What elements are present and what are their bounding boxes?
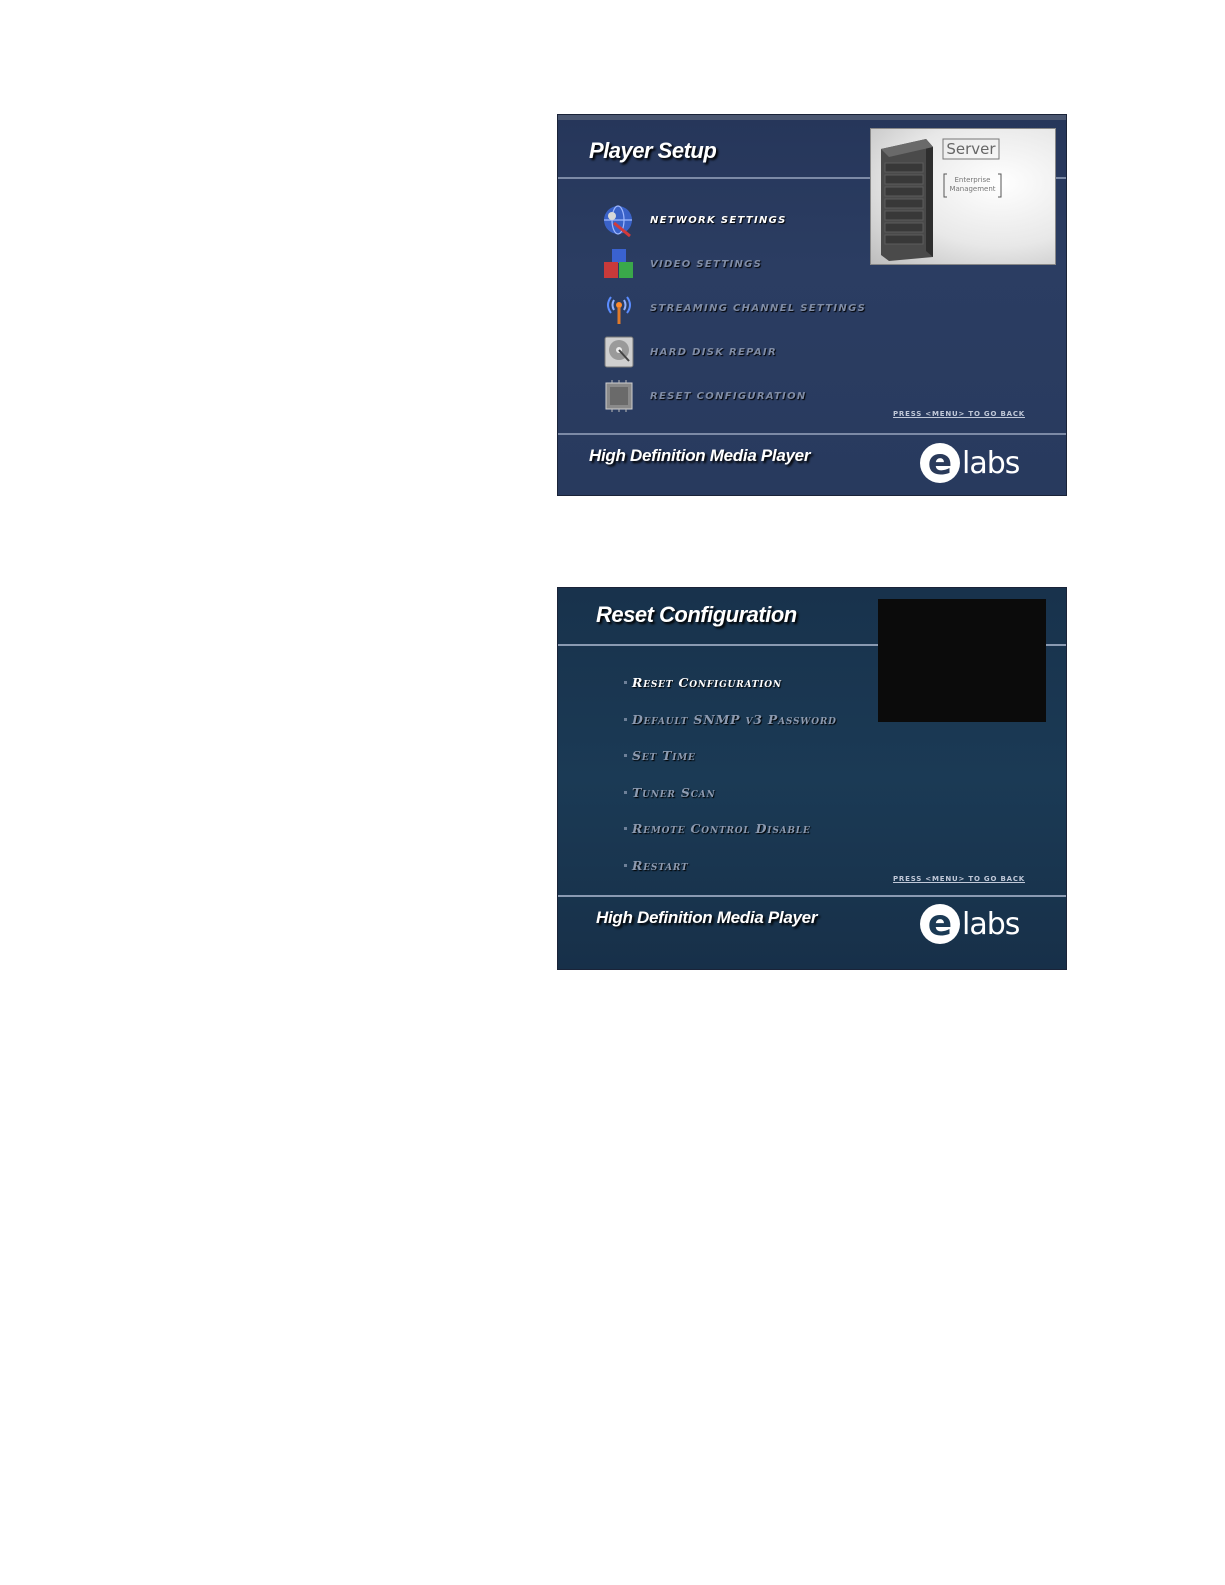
menu-item-network-settings[interactable]: [602, 203, 787, 237]
player-setup-screen: [558, 115, 1066, 495]
bullet-icon: [624, 791, 627, 794]
celabs-logo: [920, 904, 1019, 944]
back-hint-link[interactable]: PRESS <MENU> TO GO BACK: [893, 875, 1025, 883]
chip-icon: [602, 379, 636, 413]
footer-title: High Definition Media Player: [589, 446, 811, 465]
menu-label: RESET CONFIGURATION: [650, 390, 807, 402]
hard-disk-icon: [602, 335, 636, 369]
menu-item-video-settings[interactable]: [602, 247, 762, 281]
menu-label: HARD DISK REPAIR: [650, 346, 777, 358]
menu-label: STREAMING CHANNEL SETTINGS: [650, 302, 867, 314]
reset-configuration-screen: [558, 588, 1066, 969]
menu-label: NETWORK SETTINGS: [650, 214, 787, 226]
celabs-logo: [920, 443, 1019, 483]
menu-item-reset-configuration[interactable]: [602, 379, 807, 413]
footer-divider: [558, 895, 1066, 897]
logo-e-icon: e: [920, 443, 960, 483]
logo-e-icon: e: [920, 904, 960, 944]
bullet-icon: [624, 864, 627, 867]
footer-title: High Definition Media Player: [596, 908, 818, 927]
server-label: Server: [946, 140, 996, 158]
footer-divider: [558, 433, 1066, 435]
top-strip: [558, 115, 1066, 120]
menu-item-streaming-channel-settings[interactable]: [602, 291, 866, 325]
logo-text: labs: [962, 906, 1020, 942]
page-title: Reset Configuration: [596, 602, 797, 627]
menu-item-hard-disk-repair[interactable]: [602, 335, 777, 369]
menu-label: VIDEO SETTINGS: [650, 258, 763, 270]
menu-item-remote-control-disable[interactable]: [624, 821, 811, 836]
menu-label: Restart: [632, 858, 689, 873]
video-cubes-icon: [602, 247, 636, 281]
server-preview-image: [870, 128, 1056, 265]
network-globe-icon: [602, 203, 636, 237]
menu-item-tuner-scan[interactable]: [624, 785, 715, 800]
menu-label: Default SNMP v3 Password: [632, 712, 837, 727]
bullet-icon: [624, 718, 627, 721]
menu-item-default-snmp-password[interactable]: [624, 712, 837, 727]
menu-item-reset-configuration[interactable]: [624, 675, 782, 690]
menu-label: Tuner Scan: [632, 785, 716, 800]
menu-label: Remote Control Disable: [632, 821, 811, 836]
bullet-icon: [624, 681, 627, 684]
page-title: Player Setup: [589, 138, 717, 163]
logo-text: labs: [962, 445, 1020, 481]
preview-window: [878, 599, 1046, 722]
menu-label: Reset Configuration: [632, 675, 782, 690]
enterprise-management-label: Enterprise Management: [949, 176, 996, 193]
back-hint-link[interactable]: PRESS <MENU> TO GO BACK: [893, 410, 1025, 418]
menu-item-restart[interactable]: [624, 858, 689, 873]
menu-label: Set Time: [632, 748, 696, 763]
menu-item-set-time[interactable]: [624, 748, 696, 763]
bullet-icon: [624, 827, 627, 830]
bullet-icon: [624, 754, 627, 757]
antenna-icon: [602, 291, 636, 325]
